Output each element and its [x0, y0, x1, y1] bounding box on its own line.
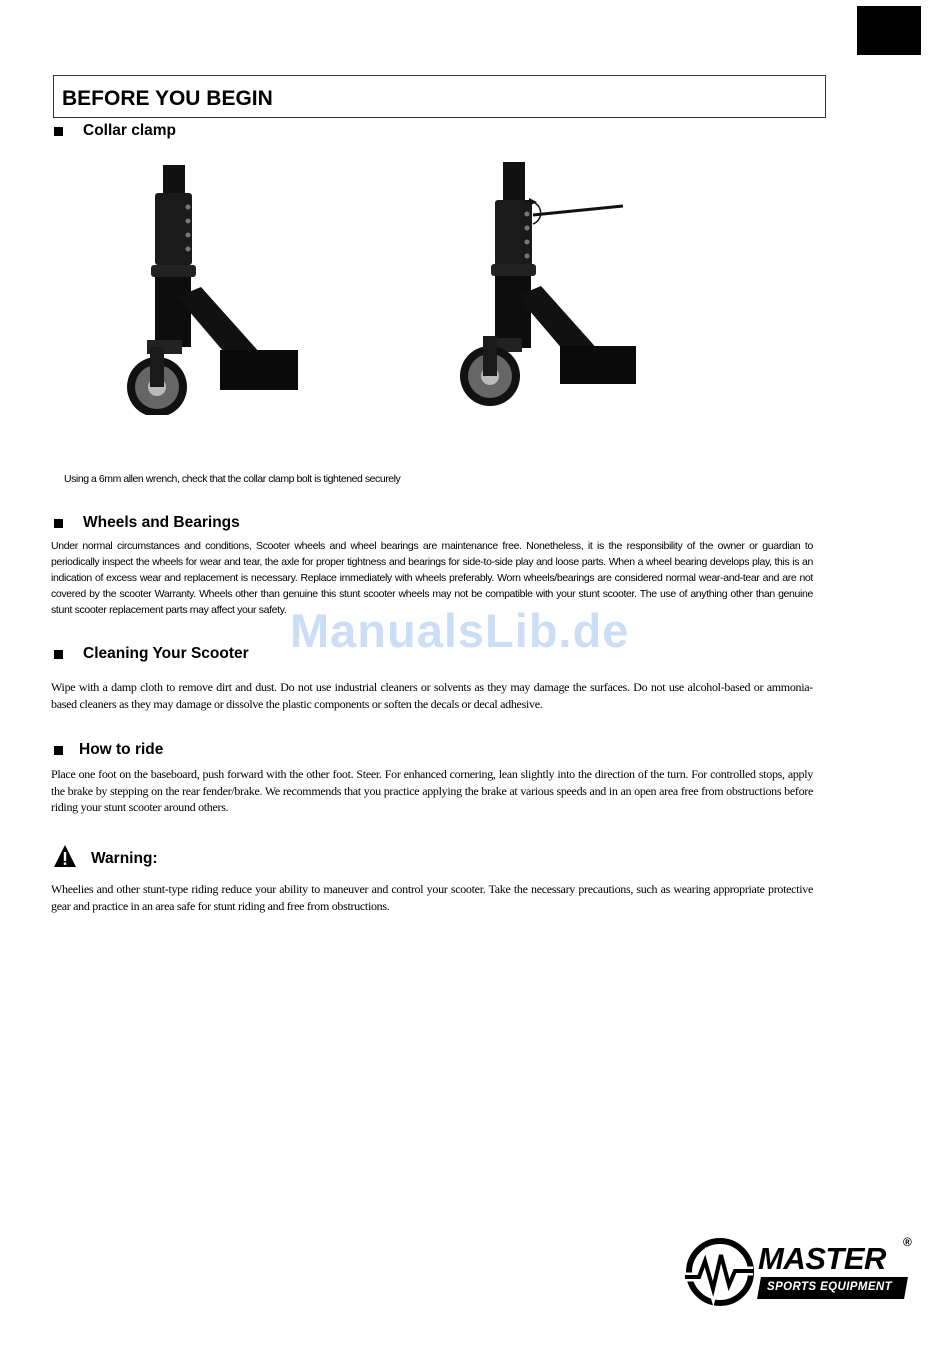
warning-paragraph: Wheelies and other stunt-type riding reduce your ability to maneuver and control your scooter. Take the necessary precautions, such as wearing appropriate protective gear and practice in an area safe for stunt riding and free from obstructions.: [51, 882, 813, 913]
collar-clamp-caption: Using a 6mm allen wrench, check that the collar clamp bolt is tightened securely: [64, 473, 401, 485]
cleaning-heading: [54, 645, 249, 663]
scooter-wrench-image: [455, 158, 645, 413]
page-corner-tab: [857, 6, 921, 55]
scooter-collar-clamp-image: [115, 165, 305, 415]
watermark: ManualsLib.de: [290, 604, 630, 657]
square-bullet-icon: [54, 519, 63, 528]
warning-heading: [53, 843, 158, 868]
collar-clamp-heading: [54, 122, 176, 140]
wheels-heading-text: Wheels and Bearings: [83, 514, 240, 531]
warning-triangle-icon: [53, 844, 77, 868]
section-title: BEFORE YOU BEGIN: [53, 75, 826, 118]
square-bullet-icon: [54, 127, 63, 136]
how-to-ride-paragraph: Place one foot on the baseboard, push forward with the other foot. Steer. For enhanced cornering, lean slightly into the direction of the turn. For controlled stops, apply the brake by stepping on the rear fender/brake. We recommends that you practice applying the brake at various speeds and in an open area free from obstructions before riding your stunt scooter around others.: [51, 767, 813, 814]
cleaning-paragraph: Wipe with a damp cloth to remove dirt and dust. Do not use industrial cleaners or solvents as they may damage the surfaces. Do not use alcohol-based or ammonia-based cleaners as they may damage or dissolve the plastic components or soften the decals or decal adhesive.: [51, 680, 813, 711]
logo-wordmark: MASTER: [758, 1241, 886, 1276]
master-logo: [683, 1233, 918, 1311]
master-logo-emblem-icon: [683, 1233, 763, 1311]
wheels-heading: [54, 514, 240, 532]
warning-heading-text: Warning:: [91, 850, 158, 867]
square-bullet-icon: [54, 650, 63, 659]
registered-mark: ®: [903, 1235, 912, 1249]
square-bullet-icon: [54, 746, 63, 755]
collar-clamp-heading-text: Collar clamp: [83, 122, 177, 139]
how-to-ride-heading-text: How to ride: [79, 741, 164, 758]
how-to-ride-heading: [54, 741, 163, 759]
logo-subtitle: SPORTS EQUIPMENT: [767, 1281, 893, 1293]
wheels-paragraph: Under normal circumstances and conditions, Scooter wheels and wheel bearings are maintenance free. Nonetheless, it is the responsibility of the owner or guardian to periodically inspect the wheels for wear and tear, the axle for proper tightness and bearings for side-to-side play and loose parts. When a wheel bearing develops play, this is an indication of excess wear and replacement is necessary. Replace immediately with wheels preferably. Worn wheels/bearings are considered normal wear-and-tear and are not covered by the scooter Warranty. Wheels other than genuine this stunt scooter wheels may not be compatible with your stunt scooter. The use of anything other than genuine stunt scooter replacement parts may affect your safety.: [51, 540, 813, 616]
cleaning-heading-text: Cleaning Your Scooter: [83, 645, 249, 662]
